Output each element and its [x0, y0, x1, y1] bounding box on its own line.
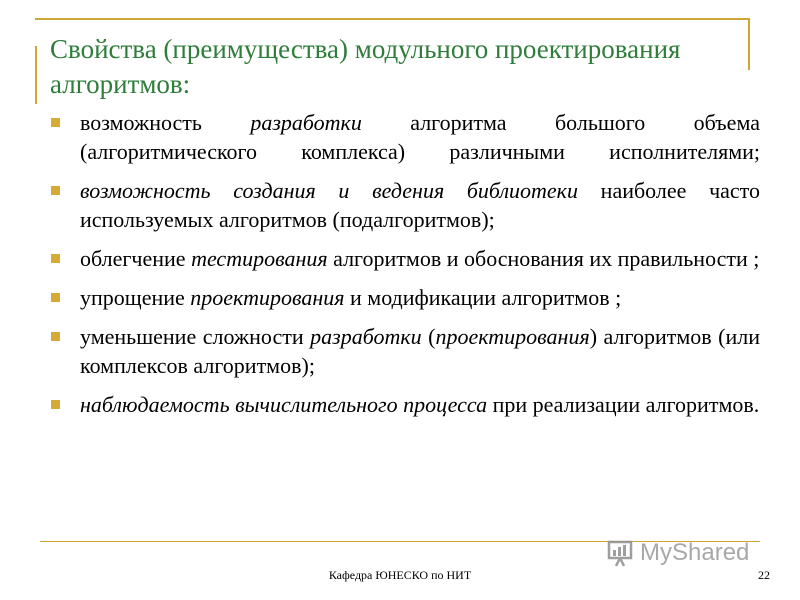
page-number: 22: [758, 568, 770, 582]
presentation-board-icon: [606, 538, 636, 568]
top-divider: [35, 18, 750, 20]
bullet-text-italic: проектирования: [435, 324, 590, 349]
bullet-item-6: [50, 390, 760, 419]
bullet-text: уменьшение сложности: [80, 324, 311, 349]
bullet-text-italic: разработки: [310, 324, 422, 349]
bullet-text: возможность: [80, 110, 251, 135]
bullet-text-italic: разработки: [250, 110, 362, 135]
bullet-square-icon: [51, 186, 60, 195]
slide-title: Свойства (преимущества) модульного проектирования алгоритмов:: [50, 34, 681, 99]
watermark: [606, 536, 749, 570]
bullet-square-icon: [51, 332, 60, 341]
bullet-text-italic: наблюдаемость вычислительного процесса: [80, 392, 488, 417]
bullet-text: алгоритма большого объема (алгоритмического комплекса) различными исполнителями;: [80, 110, 760, 164]
bullet-text: при реализации алгоритмов.: [487, 392, 760, 417]
bullet-text: облегчение: [80, 246, 192, 271]
bullet-text: алгоритмов и обоснования их правильности ;: [327, 246, 760, 271]
watermark-text: MyShared: [640, 539, 750, 566]
bullet-item-4: [50, 283, 760, 312]
bullet-list: [50, 108, 760, 429]
bullet-square-icon: [51, 400, 60, 409]
bullet-text: наиболее часто используемых алгоритмов (подалгоритмов);: [80, 178, 761, 232]
bullet-text: и модификации алгоритмов ;: [344, 285, 622, 310]
bullet-item-1: [50, 108, 760, 166]
bullet-square-icon: [51, 254, 60, 263]
bullet-text: ) алгоритмов (или комплексов алгоритмов);: [80, 324, 761, 378]
bullet-text-italic: возможность создания и ведения библиотеки: [80, 178, 578, 203]
bullet-text: (: [421, 324, 436, 349]
bullet-item-2: [50, 176, 760, 234]
footer-department: Кафедра ЮНЕСКО по НИТ: [328, 568, 472, 582]
bullet-text-italic: проектирования: [190, 285, 345, 310]
bullet-text-italic: тестирования: [191, 246, 328, 271]
bullet-text: упрощение: [80, 285, 191, 310]
left-divider: [35, 46, 37, 104]
bullet-item-5: [50, 322, 760, 380]
bullet-square-icon: [51, 118, 60, 127]
bullet-square-icon: [51, 293, 60, 302]
bullet-item-3: [50, 244, 760, 273]
